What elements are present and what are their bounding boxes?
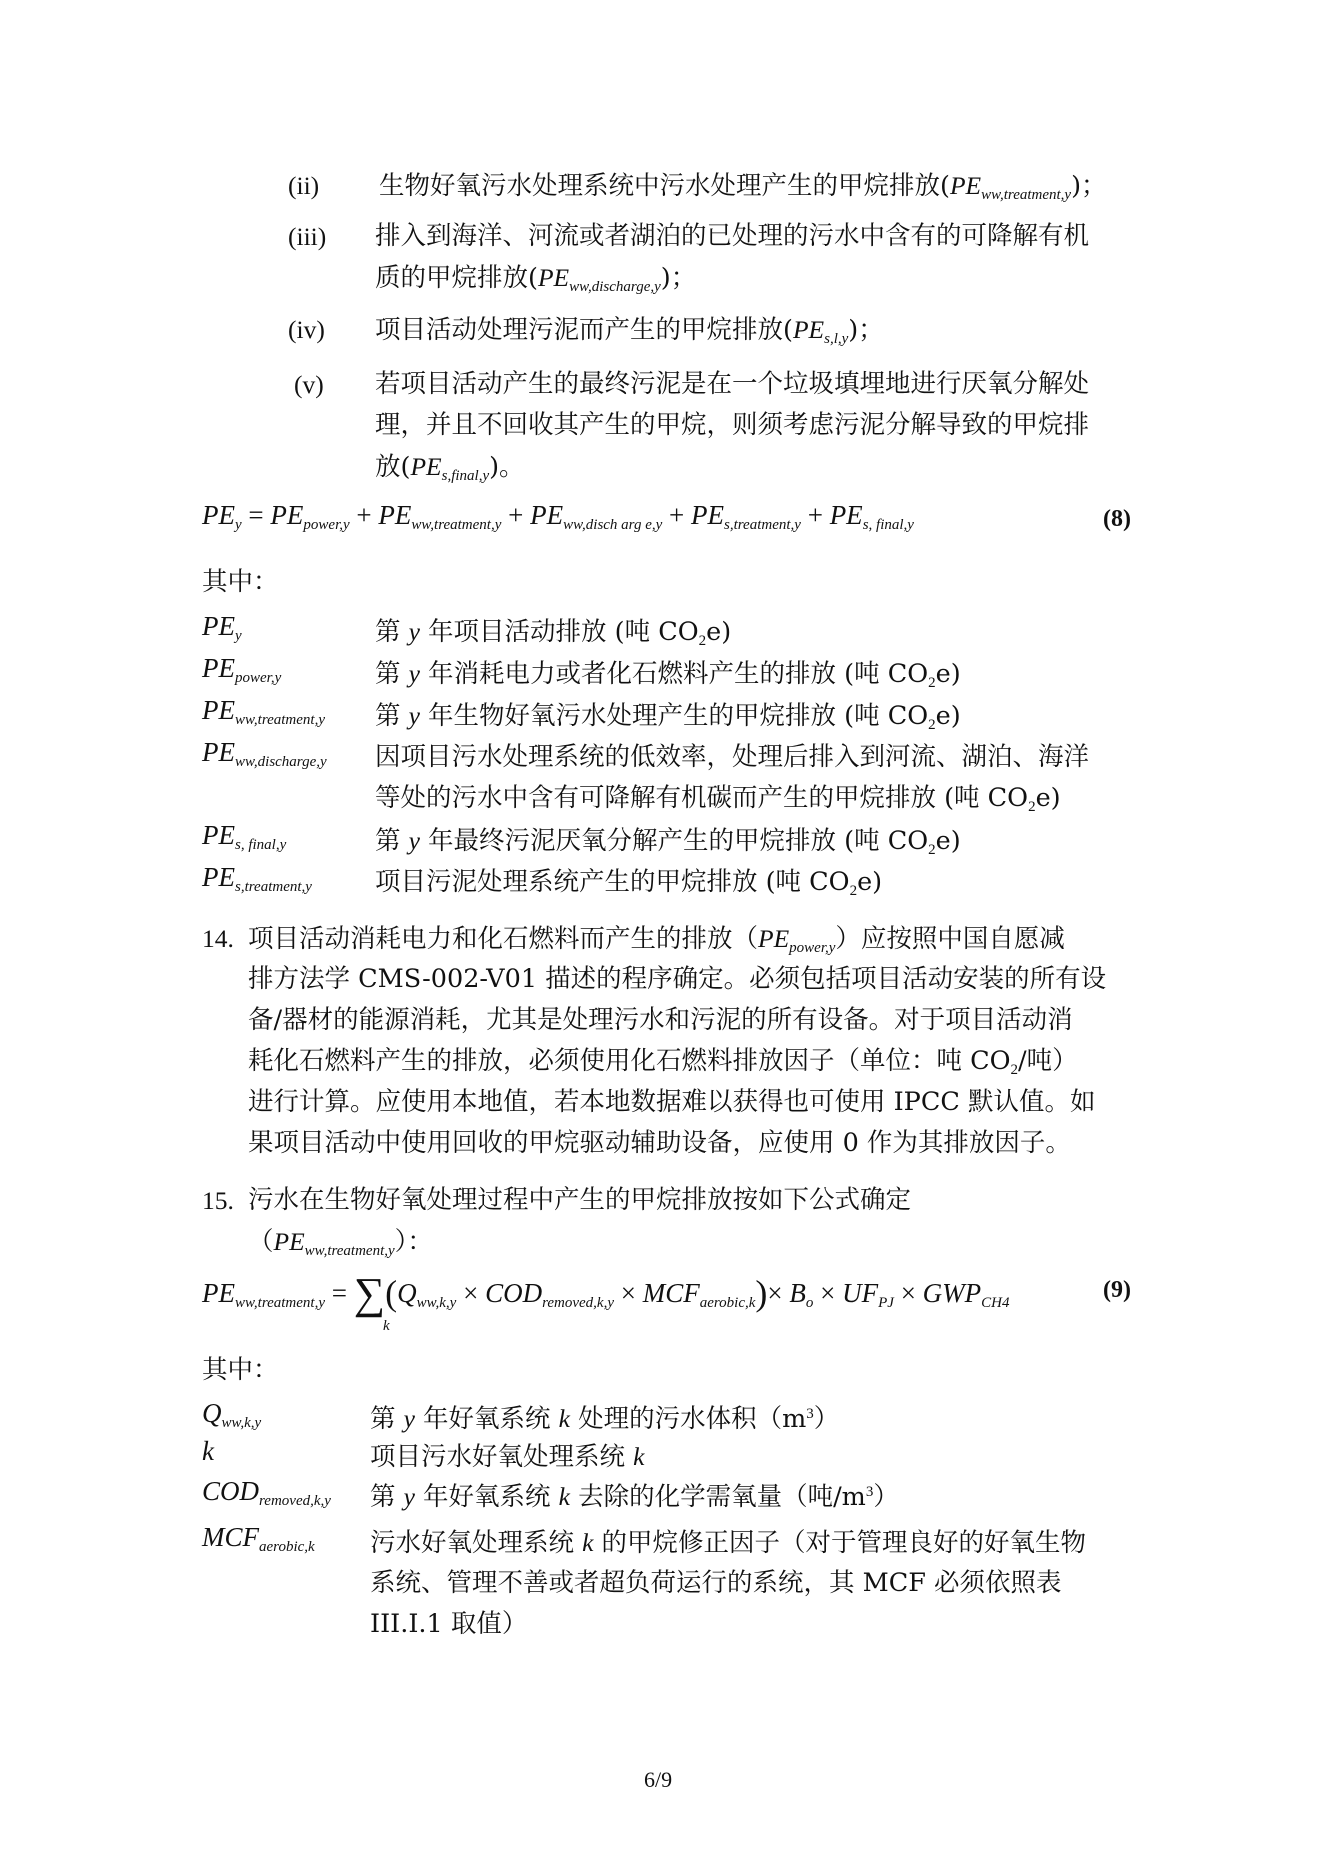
page-number: 6/9 <box>644 1767 673 1792</box>
list-item-iv: 项目活动处理污泥而产生的甲烷排放$(PE_{s,l,y})$； <box>375 315 884 347</box>
list-label-v: (v) <box>294 370 324 399</box>
def-text-k: 项目污水好氧处理系统 k <box>370 1442 645 1472</box>
def-text-q: 第 y 年好氧系统 k 处理的污水体积$(m^3)$ <box>370 1404 840 1434</box>
def-symbol-pe-s-final: $PE_{s, final,y}$ <box>202 820 287 853</box>
para-15-number: 15. <box>202 1186 234 1215</box>
para-14-line4: 耗化石燃料产生的排放，必须使用化石燃料排放因子（单位：吨 $CO_2/$吨） <box>248 1046 1078 1078</box>
def-symbol-pe-y: $PE_y$ <box>202 611 242 644</box>
def-text-pe-s-final: 第 y 年最终污泥厌氧分解产生的甲烷排放 (吨 $CO_2e$) <box>375 826 961 858</box>
def-symbol-pe-ww-discharge: $PE_{ww,discharge,y}$ <box>202 737 327 770</box>
def-text-pe-ww-treatment: 第 y 年生物好氧污水处理产生的甲烷排放 (吨 $CO_2e$) <box>375 701 961 733</box>
def-text-pe-ww-discharge-line1: 因项目污水处理系统的低效率，处理后排入到河流、湖泊、海洋 <box>375 742 1090 772</box>
def-symbol-cod: $COD_{removed,k,y}$ <box>202 1476 331 1509</box>
def-text-mcf-line3: III.I.1 取值） <box>370 1609 528 1639</box>
list-item-v-line2: 理，并且不回收其产生的甲烷，则须考虑污泥分解导致的甲烷排 <box>375 410 1090 440</box>
para-15-line1: 污水在生物好氧处理过程中产生的甲烷排放按如下公式确定 <box>248 1185 912 1215</box>
def-text-mcf-line1: 污水好氧处理系统 k 的甲烷修正因子（对于管理良好的好氧生物 <box>370 1528 1087 1558</box>
def-text-mcf-line2: 系统、管理不善或者超负荷运行的系统，其 MCF 必须依照表 <box>370 1568 1062 1598</box>
list-item-v-line3: 放$(PE_{s,final,y})$。 <box>375 452 525 484</box>
def-symbol-mcf: $MCF_{aerobic,k}$ <box>202 1522 315 1555</box>
list-item-ii: 生物好氧污水处理系统中污水处理产生的甲烷排放$(PE_{ww,treatment,y})$； <box>379 171 1107 203</box>
list-label-iv: (iv) <box>288 315 325 344</box>
def-text-cod: 第 y 年好氧系统 k 去除的化学需氧量（吨$/m^3$） <box>370 1482 899 1512</box>
def-symbol-pe-ww-treatment: $PE_{ww,treatment,y}$ <box>202 695 325 728</box>
def-symbol-pe-s-treatment: $PE_{s,treatment,y}$ <box>202 862 312 895</box>
para-14-line2: 排方法学 CMS-002-V01 描述的程序确定。必须包括项目活动安装的所有设 <box>248 964 1107 994</box>
where-label-1: 其中： <box>202 567 279 597</box>
where-label-2: 其中： <box>202 1355 279 1385</box>
def-text-pe-y: 第 y 年项目活动排放 (吨 $CO_2e$) <box>375 617 732 649</box>
sum-index: k <box>383 1318 390 1334</box>
list-label-iii: (iii) <box>288 222 327 251</box>
list-label-ii: (ii) <box>288 171 320 200</box>
def-text-pe-ww-discharge-line2: 等处的污水中含有可降解有机碳而产生的甲烷排放 (吨 $CO_2e$) <box>375 783 1061 815</box>
para-15-line2: $(PE_{ww,treatment,y})$： <box>248 1227 433 1259</box>
para-14-line1: 项目活动消耗电力和化石燃料而产生的排放$(PE_{power,y})$应按照中国自愿减 <box>248 924 1065 956</box>
sum-symbol: ∑ <box>353 1269 386 1318</box>
def-symbol-k: k <box>202 1436 214 1466</box>
equation-9: $PE_{ww,treatment,y} = \sum(Q_{ww,k,y} \times COD_{removed,k,y} \times MCF_{aerobic,k})\times B_o \times UF_{PJ} \times GWP_{CH4}$ <box>202 1269 1010 1318</box>
def-text-pe-power: 第 y 年消耗电力或者化石燃料产生的排放 (吨 $CO_2e$) <box>375 659 961 691</box>
para-14-line6: 果项目活动中使用回收的甲烷驱动辅助设备，应使用 0 作为其排放因子。 <box>248 1128 1071 1158</box>
def-symbol-pe-power: $PE_{power,y}$ <box>202 653 282 686</box>
para-14-line3: 备/器材的能源消耗，尤其是处理污水和污泥的所有设备。对于项目活动消 <box>248 1005 1073 1035</box>
def-text-pe-s-treatment: 项目污泥处理系统产生的甲烷排放 (吨 $CO_2e$) <box>375 867 883 899</box>
equation-8: $PE_y = PE_{power,y} + PE_{ww,treatment,y} + PE_{ww,disch arg e,y} + PE_{s,treatment,y} + PE_{s, final,y}$ <box>202 500 914 533</box>
equation-9-number: (9) <box>1103 1277 1131 1303</box>
def-symbol-q: $Q_{ww,k,y}$ <box>202 1398 262 1431</box>
list-item-v-line1: 若项目活动产生的最终污泥是在一个垃圾填埋地进行厌氧分解处 <box>375 369 1090 399</box>
para-14-number: 14. <box>202 924 234 953</box>
list-item-iii-line1: 排入到海洋、河流或者湖泊的已处理的污水中含有的可降解有机 <box>375 221 1090 251</box>
list-item-iii-line2: 质的甲烷排放$(PE_{ww,discharge,y})$； <box>375 263 697 295</box>
para-14-line5: 进行计算。应使用本地值，若本地数据难以获得也可使用 IPCC 默认值。如 <box>248 1087 1096 1117</box>
equation-8-number: (8) <box>1103 506 1131 532</box>
